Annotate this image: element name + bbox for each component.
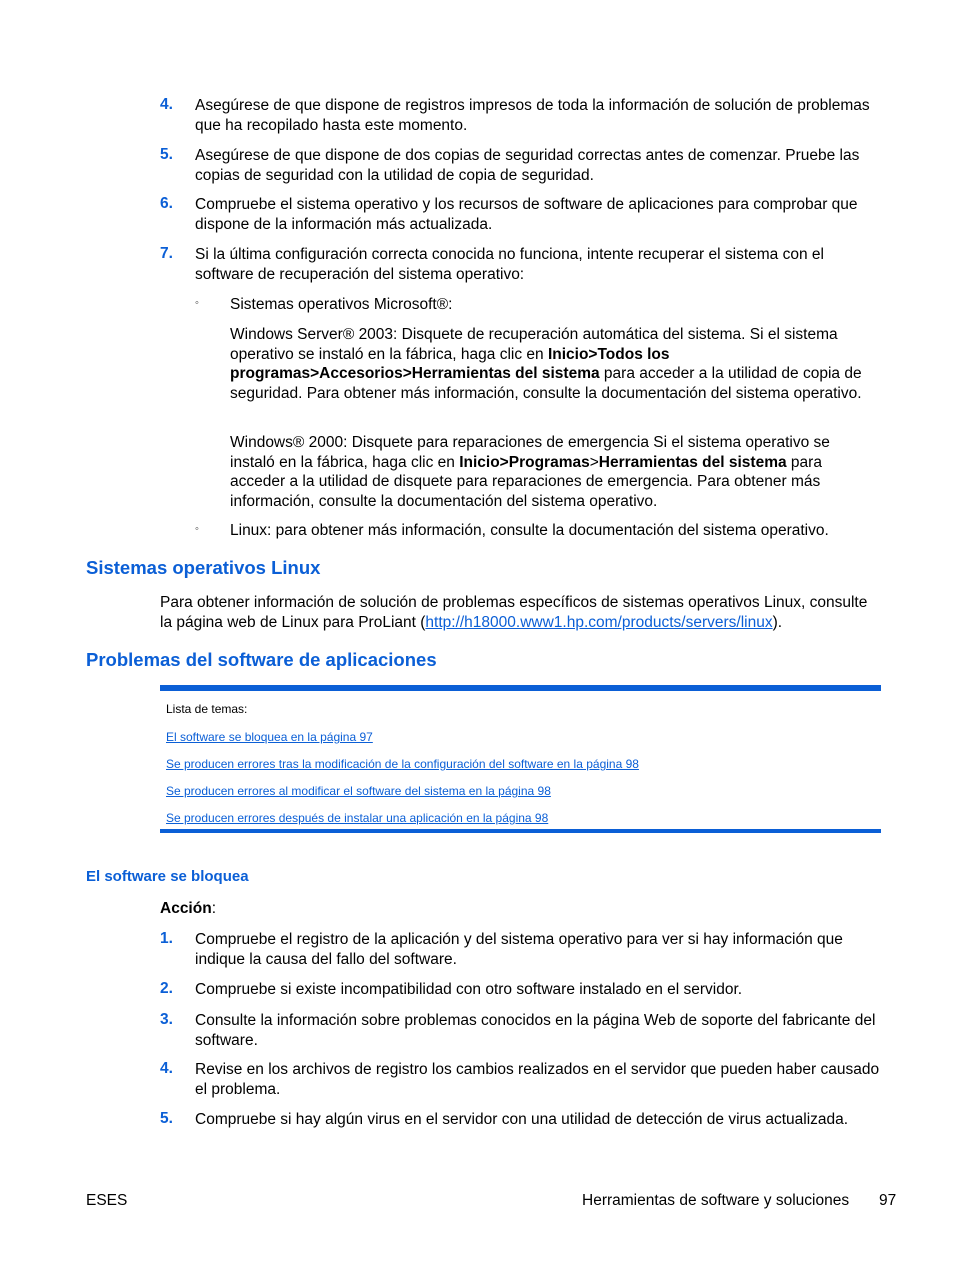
footer-page-number: 97 (879, 1192, 897, 1209)
footer-section-title: Herramientas de software y soluciones (582, 1192, 850, 1209)
step-number: 5. (160, 1110, 173, 1127)
topic-link[interactable]: El software se bloquea en la página 97 (166, 730, 373, 744)
step-text: Asegúrese de que dispone de registros impresos de toda la información de solución de problemas que ha recopilado hasta este momento. (195, 97, 870, 134)
step-text: Compruebe si hay algún virus en el servidor con una utilidad de detección de virus actualizada. (195, 1111, 849, 1128)
windows-2000-paragraph (230, 433, 870, 511)
windows-2003-paragraph (230, 325, 870, 403)
footer-language-code: ESES (86, 1192, 128, 1209)
step-text: Revise en los archivos de registro los cambios realizados en el servidor que pueden haber causado el problema. (195, 1061, 880, 1098)
paragraph-text: > (589, 453, 599, 471)
paragraph-text: para acceder a la utilidad de disquete para reparaciones de emergencia. Para obtener más información, consulte la documentación del sistema operativo. (230, 453, 822, 510)
sub-item-label: Linux: para obtener más información, consulte la documentación del sistema operativo. (230, 522, 829, 539)
topic-link[interactable]: Se producen errores al modificar el software del sistema en la página 98 (166, 784, 551, 798)
action-colon: : (211, 900, 216, 917)
section-title-linux: Sistemas operativos Linux (86, 557, 321, 578)
section-title-apps: Problemas del software de aplicaciones (86, 649, 437, 670)
step-text: Compruebe el registro de la aplicación y del sistema operativo para ver si hay información que indique la causa del fallo del software. (195, 931, 843, 968)
topic-link[interactable]: Se producen errores tras la modificación de la configuración del software en la página 98 (166, 757, 639, 771)
linux-link[interactable]: http://h18000.www1.hp.com/products/servers/linux (425, 613, 773, 631)
step-number: 7. (160, 245, 173, 262)
topics-label: Lista de temas: (166, 702, 248, 716)
step-number: 1. (160, 930, 173, 947)
action-label-text: Acción (160, 900, 212, 917)
topic-link[interactable]: Se producen errores después de instalar una aplicación en la página 98 (166, 811, 549, 825)
step-text: Si la última configuración correcta conocida no funciona, intente recuperar el sistema con el software de recuperación del sistema operativo: (195, 246, 824, 283)
step-number: 4. (160, 96, 173, 113)
step-text: Compruebe si existe incompatibilidad con otro software instalado en el servidor. (195, 981, 743, 998)
step-text: Compruebe el sistema operativo y los recursos de software de aplicaciones para comprobar que dispone de la información más actualizada. (195, 196, 858, 233)
step-text: Consulte la información sobre problemas conocidos en la página Web de soporte del fabricante del software. (195, 1012, 876, 1049)
section-title-freeze: El software se bloquea (86, 868, 249, 885)
action-label (160, 900, 216, 918)
menu-path: Herramientas del sistema (598, 453, 787, 471)
linux-paragraph (160, 593, 875, 632)
step-text: Asegúrese de que dispone de dos copias de seguridad correctas antes de comenzar. Pruebe las copias de seguridad con la utilidad de copia de seguridad. (195, 147, 860, 184)
step-number: 3. (160, 1011, 173, 1028)
paragraph-text: para acceder a la utilidad de copia de seguridad. Para obtener más información, consulte la documentación del sistema operativo. (230, 365, 862, 402)
menu-path: Inicio>Programas (459, 453, 590, 471)
step-number: 2. (160, 980, 173, 997)
paragraph-text: Para obtener información de solución de problemas específicos de sistemas operativos Linux, consulte la página web de Linux para ProLiant ( (160, 594, 868, 631)
paragraph-text: Windows® 2000: Disquete para reparaciones de emergencia Si el sistema operativo se instaló en la fábrica, haga clic en (230, 434, 830, 471)
sub-item-label: Sistemas operativos Microsoft®: (230, 296, 453, 313)
topics-box (160, 685, 881, 833)
bullet-icon: ◦ (195, 297, 199, 309)
step-number: 4. (160, 1060, 173, 1077)
paragraph-text: ). (772, 613, 783, 631)
step-number: 6. (160, 195, 173, 212)
paragraph-text: Windows Server® 2003: Disquete de recuperación automática del sistema. Si el sistema operativo se instaló en la fábrica, haga clic en (230, 326, 838, 363)
menu-path: Inicio>Todos los programas>Accesorios>Herramientas del sistema (230, 345, 670, 383)
bullet-icon: ◦ (195, 523, 199, 535)
step-number: 5. (160, 146, 173, 163)
